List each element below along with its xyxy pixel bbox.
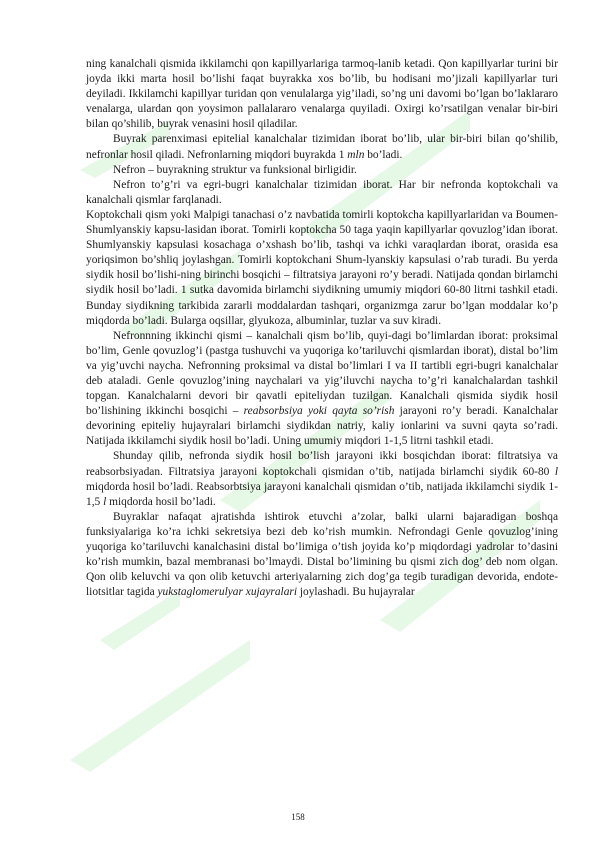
paragraph: ning kanalchali qismida ikkilamchi qon kapillyarlariga tarmoq-lanib ketadi. Qon kapillyarlar turini bir joyda ikki marta hosil bo’lishi faqat buyrakka xos bo’lib, bu hodisani mo’jizali kapillyarlar turi deyiladi. Ikkilamchi kapillyar turidan qon venulalarga yig’iladi, so’ng uni davomi bo’lgan bo’laklararo venalarga, ulardan qon yoysimon pallalararo venalarga quyiladi. Oxirgi ko’rsatilgan venalar bir-biri bilan qo’shilib, buyrak venasini hosil qiladilar. [86, 58, 558, 131]
page-body [86, 57, 558, 600]
paragraph: Shunday qilib, nefronda siydik hosil bo’lish jarayoni ikki bosqichdan iborat: filtratsiya va reabsorbsiyadan. Filtratsiya jarayoni koptokchali qismidan o’tib, natijada birlamchi siydik 60-80 l miqdorda hosil bo’ladi. Reabsorbtsiya jarayoni kanalchali qismidan o’tib, natijada ikkilamchi siydik 1-1,5 l miqdorda hosil bo’ladi. [86, 450, 558, 508]
paragraph: Nefron to’g’ri va egri-bugri kanalchalar tizimidan iborat. Har bir nefronda koptokchali va kanalchali qismlar farqlanadi. [86, 178, 558, 206]
paragraph: Koptokchali qism yoki Malpigi tanachasi o’z navbatida tomirli koptokcha kapillyarlaridan va Boumen-Shumlyanskiy kapsu-lasidan iborat. Tomirli koptokcha 50 taga yaqin kapillyarlar qovuzlog’idan iborat. Shumlyanskiy kapsulasi kosachaga o’xshash bo’lib, tashqi va ichki varaqlardan iborat, orasida esa yoriqsimon bo’shliq joylashgan. Tomirli koptokchani Shum-lyanskiy kapsulasi o’rab turadi. Bu yerda siydik hosil bo’lishi-ning birinchi bosqichi – filtratsiya jarayoni ro’y beradi. Natijada qondan birlamchi siydik hosil bo’ladi. 1 sutka davomida birlamchi siydikning umumiy miqdori 60-80 litrni tashkil etadi. Bunday siydikning tarkibida zararli moddalardan tashqari, organizmga zarur bo’lgan moddalar ko’p miqdorda bo’ladi. Bularga oqsillar, glyukoza, albuminlar, tuzlar va suv kiradi. [86, 208, 558, 327]
paragraph: Nefronnning ikkinchi qismi – kanalchali qism bo’lib, quyi-dagi bo’limlardan iborat: proksimal bo’lim, Genle qovuzlog’i (pastga tushuvchi va yuqoriga ko’tariluvchi qismlardan iborat), distal bo’lim va yig’uvchi naycha. Nefronning proksimal va distal bo’limlari I va II tartibli egri-bugri kanalchalar deb ataladi. Genle qovuzlog’ining naychalari va yig’iluvchi naycha to’g’ri kanalchalardan tashkil topgan. Kanalchalarni devori bir qavatli epiteliydan tuzilgan. Kanalchali qismida siydik hosil bo’lishining ikkinchi bosqichi – reabsorbsiya yoki qayta so’rish jarayoni ro’y beradi. Kanalchalar devorining epiteliy hujayralari birlamchi siydikdan natriy, kaliy ionlarini va suvni qayta so’radi. Natijada ikkilamchi siydik hosil bo’ladi. Uning umumiy miqdori 1-1,5 litrni tashkil etadi. [86, 329, 559, 448]
page-number: 158 [291, 812, 305, 822]
paragraph: Buyraklar nafaqat ajratishda ishtirok etuvchi a’zolar, balki ularni bajaradigan boshqa funksiyalariga ko’ra ichki sekretsiya bezi deb ko’rish mumkin. Nefrondagi Genle qovuzlog’ining yuqoriga ko’tariluvchi kanalchasini distal bo’limiga o’tish joyida ko’p miqdordagi yadrolar to’dasini ko’rish mumkin, bazal membranasi bo’lmaydi. Distal bo’limining bu qismi zich dog’ deb nom olgan. Qon olib keluvchi va qon olib ketuvchi arteriyalarning zich dog’ga tegib turadigan devorida, endote-liotsitlar tagida yukstaglomerulyar xujayralari joylashadi. Bu hujayralar [86, 510, 558, 599]
paragraph: Nefron – buyrakning struktur va funksional birligidir. [113, 163, 357, 176]
paragraph: Buyrak parenximasi epitelial kanalchalar tizimidan iborat bo’lib, ular bir-biri bilan qo’shilib, nefronlar hosil qiladi. Nefronlarning miqdori buyrakda 1 mln bo’ladi. [86, 133, 558, 161]
